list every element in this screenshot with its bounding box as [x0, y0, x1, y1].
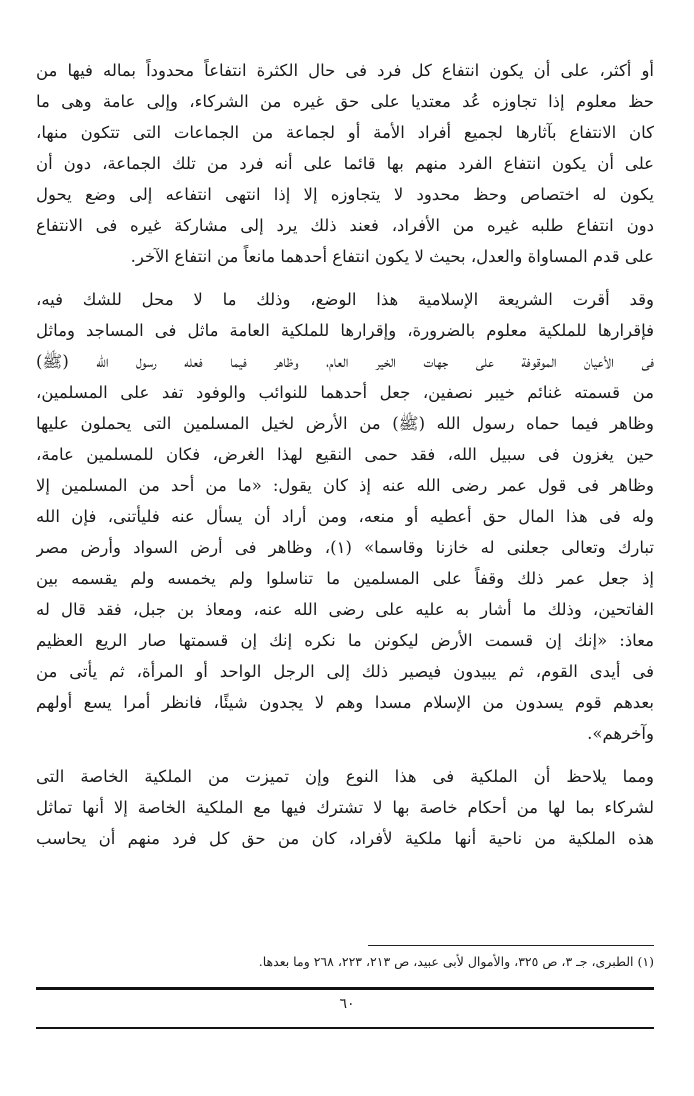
text-line: وظاهر فيما حماه رسول الله (ﷺ) من الأرض لخيل المسلمين التى يحملون عليها — [36, 414, 654, 433]
text-line: على أن يكون انتفاع الفرد منهم بها قائما على أنه فرد من تلك الجماعة، دون أن — [36, 154, 654, 173]
text-line: فى الأعيان الموقوفة على جهات الخير العام، وظاهر فيما فعله رسول الله (ﷺ) — [36, 352, 654, 371]
text-line: من قسمته غنائم خيبر نصفين، جعل أحدهما للنوائب والوفود تفد على المسلمين، — [36, 383, 654, 402]
text-line: إذ جعل عمر ذلك وقفاً على المسلمين ما تناسلوا ولم يخمسه ولم يقسمه بين — [36, 569, 654, 588]
text-line: بعدهم قوم يسدون من الإسلام مسدا وهم لا يجدون شيئًا، فانظر أمرا يسع أولهم — [36, 693, 654, 712]
text-line: دون انتفاع طلبه غيره من الأفراد، فعند ذلك يرد إلى مشاركة غيره فى الانتفاع — [36, 216, 654, 235]
footer-rule-top — [36, 987, 654, 990]
paragraph-3 — [36, 761, 654, 854]
text-line: تبارك وتعالى جعلنى له خازنا وقاسما» (١)، وظاهر فى أرض السواد وأرض مصر — [36, 538, 654, 557]
text-line: أو أكثر، على أن يكون انتفاع كل فرد فى حال الكثرة انتفاعاً محدوداً بماله فيها من — [36, 61, 654, 80]
text-line: حظ معلوم إذا تجاوزه عُد معتديا على حق غيره من الشركاء، وإلى عامة وهى ما — [36, 92, 654, 111]
text-line: الفاتحين، وذلك ما أشار به عليه على رضى الله عنه، ومعاذ بن جبل، فقد قال له — [36, 600, 654, 619]
text-line: لشركاء بما لها من أحكام خاصة بها لا تشترك فيها مع الملكية الخاصة إلا أنها تماثل — [36, 798, 654, 817]
text-line: وله فى هذا المال حق أعطيه أو منعه، ومن أراد أن يسأل عنه فليأتنى، فإن الله — [36, 507, 654, 526]
text-line: على قدم المساواة والعدل، بحيث لا يكون انتفاع أحدهما مانعاً من انتفاع الآخر. — [130, 247, 654, 266]
text-line: كان الانتفاع بآثارها لجميع أفراد الأمة أو لجماعة من الجماعات التى تتكون منها، — [36, 123, 654, 142]
text-line: هذه الملكية من ناحية أنها ملكية لأفراد، كان من حق كل فرد منهم أن يحاسب — [36, 829, 654, 848]
paragraph-2 — [36, 284, 654, 749]
text-line: ومما يلاحظ أن الملكية فى هذا النوع وإن تميزت من الملكية الخاصة التى — [36, 767, 654, 786]
page-number: ٦٠ — [339, 996, 355, 1012]
text-line: معاذ: «إنك إن قسمت الأرض ليكونن ما نكره إنك إن قسمتها صار الريع العظيم — [36, 631, 654, 650]
text-line: وآخرهم». — [587, 724, 654, 743]
main-text — [36, 55, 654, 854]
text-line: حين يغزون فى سبيل الله، فقد حمى النقيع لهذا الغرض، فكان للمسلمين عامة، — [36, 445, 654, 464]
text-line: وقد أقرت الشريعة الإسلامية هذا الوضع، وذلك ما لا محل للشك فيه، — [36, 290, 654, 309]
footnote: (١) الطبرى، جـ ٣، ص ٣٢٥، والأموال لأبى عبيد، ص ٢١٣، ٢٢٣، ٢٦٨ وما بعدها. — [258, 954, 654, 969]
text-line: فإقرارها للملكية معلوم بالضرورة، وإقرارها للملكية العامة ماثل فى المساجد وماثل — [36, 321, 654, 340]
text-line: وظاهر فى قول عمر رضى الله عنه إذ كان يقول: «ما من أحد من المسلمين إلا — [36, 476, 654, 495]
paragraph-1 — [36, 55, 654, 272]
footer-rule-bottom — [36, 1027, 654, 1029]
text-line: فى أيدى القوم، ثم يبيدون فيصير ذلك إلى الرجل الواحد أو المرأة، ثم يأتى من — [36, 662, 654, 681]
text-line: يكون له اختصاص وحظ محدود لا يتجاوزه إلا إذا انتهى انتفاعه إلى وضع يحول — [36, 185, 654, 204]
footnote-divider — [368, 945, 654, 946]
